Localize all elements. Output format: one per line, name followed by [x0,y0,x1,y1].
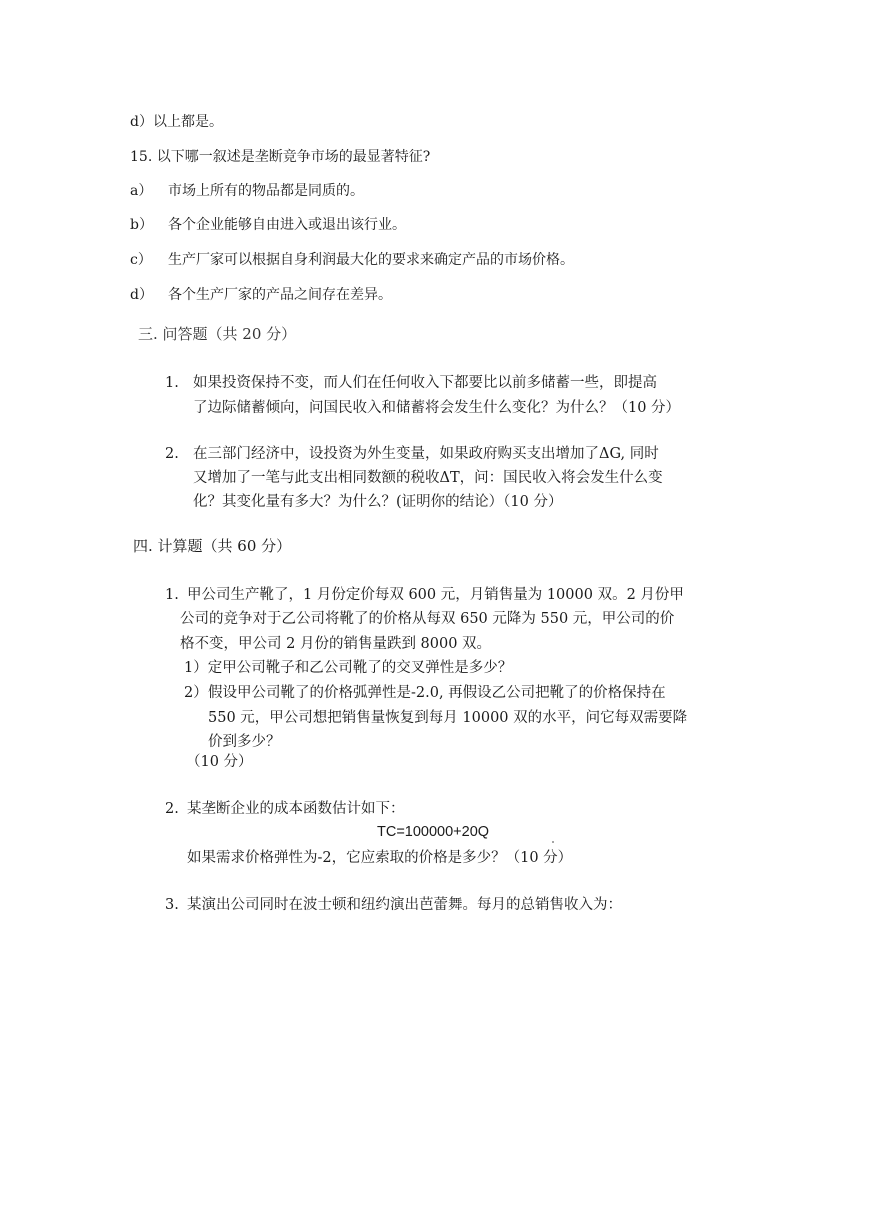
option-d [130,285,392,305]
option-c [130,250,574,270]
option-text: 生产厂家可以根据自身利润最大化的要求来确定产品的市场价格。 [168,252,574,268]
option-label: d） [130,287,153,303]
option-text: 市场上所有的物品都是同质的。 [168,183,364,199]
s4-q2-line-1: 某垄断企业的成本函数估计如下： [187,801,405,817]
s3-q1-line-1: 如果投资保持不变，而人们在任何收入下都要比以前多储蓄一些，即提高 [193,375,657,391]
option-b [130,215,406,235]
s3-q1-line-2: 了边际储蓄倾向，问国民收入和储蓄将会发生什么变化？为什么？（10 分） [193,400,681,416]
scan-speck [552,841,554,843]
s4-q1-line-1: 甲公司生产靴了，1 月份定价每双 600 元，月销售量为 10000 双。2 月份甲 [187,587,684,603]
option-label: a） [130,183,153,199]
s3-q2-line-1: 在三部门经济中，设投资为外生变量，如果政府购买支出增加了ΔG, 同时 [193,446,659,462]
section-3-heading: 三. 问答题（共 20 分） [138,325,297,343]
option-text: 各个企业能够自由进入或退出该行业。 [168,217,406,233]
s3-q1-number: 1. [165,375,179,391]
s4-q1-line-3: 格不变，甲公司 2 月份的销售量跌到 8000 双。 [180,636,492,652]
s4-q1-number: 1. [165,587,179,603]
s4-q3-number: 3. [165,897,179,913]
question-15: 15. 以下哪一叙述是垄断竞争市场的最显著特征? [130,149,431,165]
s4-q1-sub-2-line-3: 价到多少？ [208,734,281,750]
section-4-heading: 四. 计算题（共 60 分） [133,537,292,555]
s4-q1-line-2: 公司的竞争对于乙公司将靴了的价格从每双 650 元降为 550 元，甲公司的价 [180,611,675,627]
s3-q2-number: 2. [165,446,179,462]
s3-q2-line-2: 又增加了一笔与此支出相同数额的税收ΔT，问：国民收入将会发生什么变 [193,470,663,486]
s4-q2-number: 2. [165,801,179,817]
option-text: 各个生产厂家的产品之间存在差异。 [168,287,392,303]
s4-q1-sub-2-number: 2） [184,685,208,701]
option-label: b） [130,217,153,233]
s3-q2-line-3: 化？其变化量有多大？为什么？(证明你的结论）（10 分） [193,494,563,510]
s4-q1-score: （10 分） [186,754,253,770]
s4-q1-sub-2-line-1: 假设甲公司靴了的价格弧弹性是-2.0, 再假设乙公司把靴了的价格保持在 [208,685,666,701]
s4-q3-line-1: 某演出公司同时在波士顿和纽约演出芭蕾舞。每月的总销售收入为： [187,897,622,913]
s4-q2-line-2: 如果需求价格弹性为-2，它应索取的价格是多少？（10 分） [187,850,573,866]
option-a [130,181,364,201]
s4-q1-sub-2-line-2: 550 元，甲公司想把销售量恢复到每月 10000 双的水平，问它每双需要降 [208,710,688,726]
cost-function-formula: TC=100000+20Q [377,824,490,840]
s4-q1-sub-1: 1）定甲公司靴子和乙公司靴了的交叉弹性是多少？ [184,660,513,676]
option-d-previous: d）以上都是。 [130,114,223,130]
option-label: c） [130,252,152,268]
